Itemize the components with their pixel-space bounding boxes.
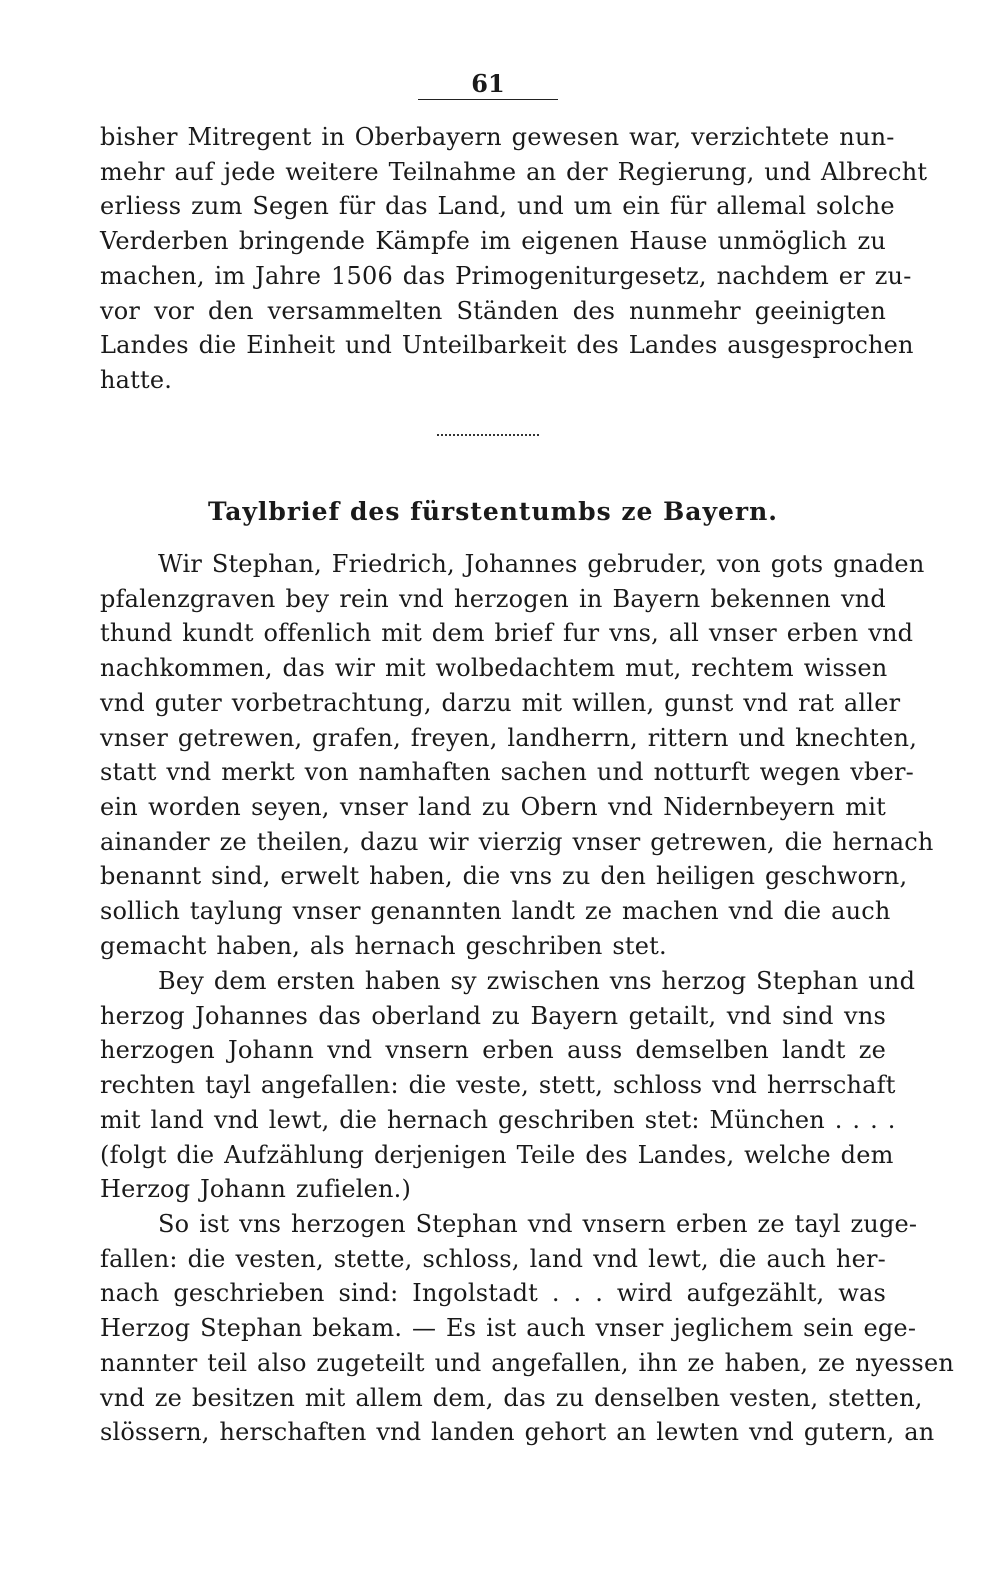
text-line: pfalenzgraven bey rein vnd herzogen in Bayern bekennen vnd <box>100 584 886 613</box>
text-line: herzog Johannes das oberland zu Bayern getailt, vnd sind vns <box>100 1001 886 1030</box>
page-number: 61 <box>471 69 505 98</box>
text-line: mit land vnd lewt, die hernach geschriben stet: München . . . . <box>100 1105 896 1134</box>
text-line: nannter teil also zugeteilt und angefallen, ihn ze haben, ze nyessen <box>100 1348 955 1377</box>
text-line: So ist vns herzogen Stephan vnd vnsern erben ze tayl zuge- <box>158 1210 918 1238</box>
text-line: machen, im Jahre 1506 das Primogeniturgesetz, nachdem er zu- <box>100 261 912 290</box>
text-line: gemacht haben, als hernach geschriben stet. <box>100 931 667 960</box>
text-line: statt vnd merkt von namhaften sachen und notturft wegen vber- <box>100 758 914 787</box>
paragraph-second-division <box>100 1207 955 1450</box>
text-line: vnser getrewen, grafen, freyen, landherrn, rittern und knechten, <box>100 723 918 752</box>
text-line: erliess zum Segen für das Land, und um ein für allemal solche <box>100 192 895 221</box>
text-line: Herzog Johann zufielen.) <box>100 1175 412 1204</box>
text-line: ein worden seyen, vnser land zu Obern vnd Nidernbeyern mit <box>100 792 886 821</box>
text-line: Bey dem ersten haben sy zwischen vns herzog Stephan und <box>158 967 916 995</box>
text-line: ainander ze theilen, dazu wir vierzig vnser getrewen, die hernach <box>100 827 934 856</box>
section-title: Taylbrief des fürstentumbs ze Bayern. <box>208 497 778 526</box>
text-line: hatte. <box>100 365 173 394</box>
text-line: thund kundt offenlich mit dem brief fur vns, all vnser erben vnd <box>100 619 914 648</box>
text-line: slössern, herschaften vnd landen gehort an lewten vnd gutern, an <box>100 1418 935 1447</box>
text-line: nach geschrieben sind: Ingolstadt . . . wird aufgezählt, was <box>100 1279 886 1308</box>
text-line: benannt sind, erwelt haben, die vns zu den heiligen geschworn, <box>100 862 908 891</box>
text-line: Wir Stephan, Friedrich, Johannes gebruder, von gots gnaden <box>158 550 925 578</box>
paragraph-charter-preamble <box>100 547 934 963</box>
text-line: mehr auf jede weitere Teilnahme an der Regierung, und Albrecht <box>100 157 928 186</box>
text-line: sollich taylung vnser genannten landt ze machen vnd die auch <box>100 897 891 926</box>
header-rule <box>418 99 558 100</box>
text-line: vnd guter vorbetrachtung, darzu mit willen, gunst vnd rat aller <box>100 688 901 717</box>
text-line: Landes die Einheit und Unteilbarkeit des Landes ausgesprochen <box>100 331 914 360</box>
text-line: Herzog Stephan bekam. — Es ist auch vnser jeglichem sein ege- <box>100 1314 917 1343</box>
text-line: rechten tayl angefallen: die veste, stett, schloss vnd herrschaft <box>100 1071 896 1100</box>
paragraph-intro <box>100 120 928 398</box>
text-line: Verderben bringende Kämpfe im eigenen Hause unmöglich zu <box>100 227 886 256</box>
paragraph-first-division <box>100 964 916 1207</box>
text-line: nachkommen, das wir mit wolbedachtem mut, rechtem wissen <box>100 654 888 683</box>
text-line: vor vor den versammelten Ständen des nunmehr geeinigten <box>100 296 886 325</box>
text-line: bisher Mitregent in Oberbayern gewesen war, verzichtete nun- <box>100 123 895 151</box>
text-line: (folgt die Aufzählung derjenigen Teile des Landes, welche dem <box>100 1140 894 1169</box>
text-line: fallen: die vesten, stette, schloss, land vnd lewt, die auch her- <box>100 1244 886 1273</box>
section-divider <box>437 434 539 436</box>
text-line: vnd ze besitzen mit allem dem, das zu denselben vesten, stetten, <box>100 1383 923 1412</box>
text-line: herzogen Johann vnd vnsern erben auss demselben landt ze <box>100 1036 886 1065</box>
